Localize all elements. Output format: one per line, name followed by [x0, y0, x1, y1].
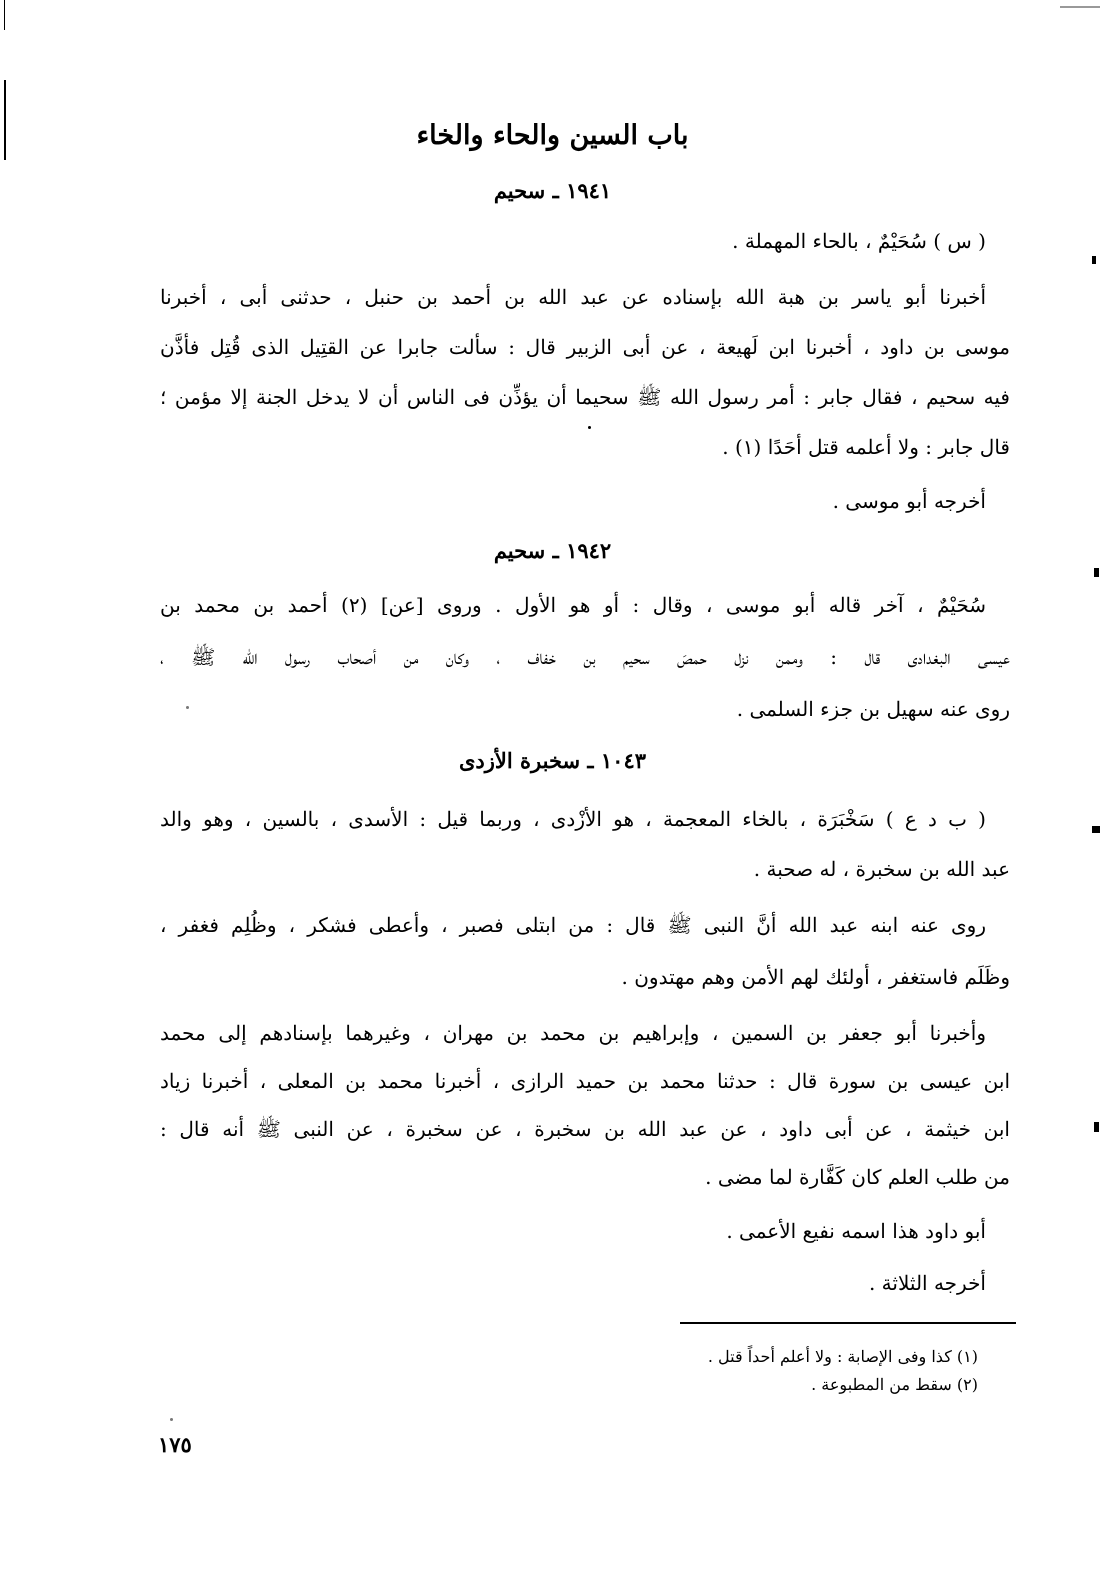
text-line: ( ب د ع ) سَخْبَرَة ، بالخاء المعجمة ، هو الأزْدى ، وربما قيل : الأسدى ، بالسين ، وهو والد: [160, 807, 986, 831]
text-line: أخرجه الثلاثة .: [868, 1271, 986, 1295]
text-line: أخبرنا أبو ياسر بن هبة الله بإسناده عن عبد الله بن أحمد بن حنبل ، حدثنى أبى ، أخبرنا: [160, 285, 986, 309]
scan-speck: [170, 1418, 173, 1421]
chapter-title: باب السين والحاء والخاء: [416, 120, 689, 151]
text-line: ( س ) سُحَيْمٌ ، بالحاء المهملة .: [732, 229, 986, 253]
scan-edge-mark: [4, 0, 5, 30]
text-line: من طلب العلم كان كَفَّارة لما مضى .: [705, 1165, 1010, 1189]
scan-edge-mark: [1094, 568, 1099, 577]
text-line: فيه سحيم ، فقال جابر : أمر رسول الله ﷺ سحيما أن يؤذِّن فى الناس أن لا يدخل الجنة إلا مؤمن ؛: [160, 385, 1010, 409]
text-line: وأخبرنا أبو جعفر بن السمين ، وإبراهيم بن محمد بن مهران ، وغيرهما بإسنادهم إلى محمد: [160, 1021, 986, 1045]
footnote: (١) كذا وفى الإصابة : ولا أعلم أحداً قتل .: [707, 1347, 978, 1366]
scan-edge-mark: [1094, 1122, 1099, 1132]
text-line: ابن خيثمة ، عن أبى داود ، عن عبد الله بن سخبرة ، عن سخبرة ، عن النبى ﷺ أنه قال :: [160, 1117, 1010, 1141]
footnote: (٢) سقط من المطبوعة .: [811, 1375, 978, 1394]
text-line: روى عنه ابنه عبد الله أنَّ النبى ﷺ قال : من ابتلى فصبر ، وأعطى فشكر ، وظُلِم فغفر ،: [160, 913, 986, 937]
text-line: وظَلَم فاستغفر ، أولئك لهم الأمن وهم مهتدون .: [621, 965, 1010, 989]
scan-edge-mark: [1092, 256, 1096, 264]
text-line: موسى بن داود ، أخبرنا ابن لَهيعة ، عن أبى الزبير قال : سألت جابرا عن القتِيل الذى قُتِل فأذَّن: [160, 335, 1010, 359]
text-line: أبو داود هذا اسمه نفيع الأعمى .: [726, 1219, 986, 1243]
entry-heading: ١٠٤٣ ـ سخبرة الأزدى: [458, 748, 647, 773]
text-line: عبد الله بن سخبرة ، له صحبة .: [753, 857, 1010, 881]
text-line: روى عنه سهيل بن جزء السلمى .: [736, 697, 1010, 721]
scan-edge-mark: [1060, 6, 1100, 8]
text-line: سُحَيْمٌ ، آخر قاله أبو موسى ، وقال : أو هو الأول . وروى [عن] (٢) أحمد بن محمد بن: [160, 593, 986, 617]
scan-speck: [588, 426, 591, 429]
entry-heading: ١٩٤٢ ـ سحيم: [493, 538, 612, 563]
text-line: عيسى البغدادى قال : وممن نزل حمصَ سحيم بن خفاف ، وكان من أصحاب رسول الله ﷺ ،: [160, 645, 1010, 669]
scan-edge-mark: [1092, 826, 1100, 833]
text-line: أخرجه أبو موسى .: [832, 489, 986, 513]
text-line: ابن عيسى بن سورة قال : حدثنا محمد بن حميد الرازى ، أخبرنا محمد بن المعلى ، أخبرنا زياد: [160, 1069, 1010, 1093]
text-line: قال جابر : ولا أعلمه قتل أحَدًا (١) .: [722, 435, 1010, 459]
page-number: ١٧٥: [158, 1432, 192, 1457]
footnote-rule: [680, 1322, 1016, 1324]
entry-heading: ١٩٤١ ـ سحيم: [493, 178, 612, 203]
